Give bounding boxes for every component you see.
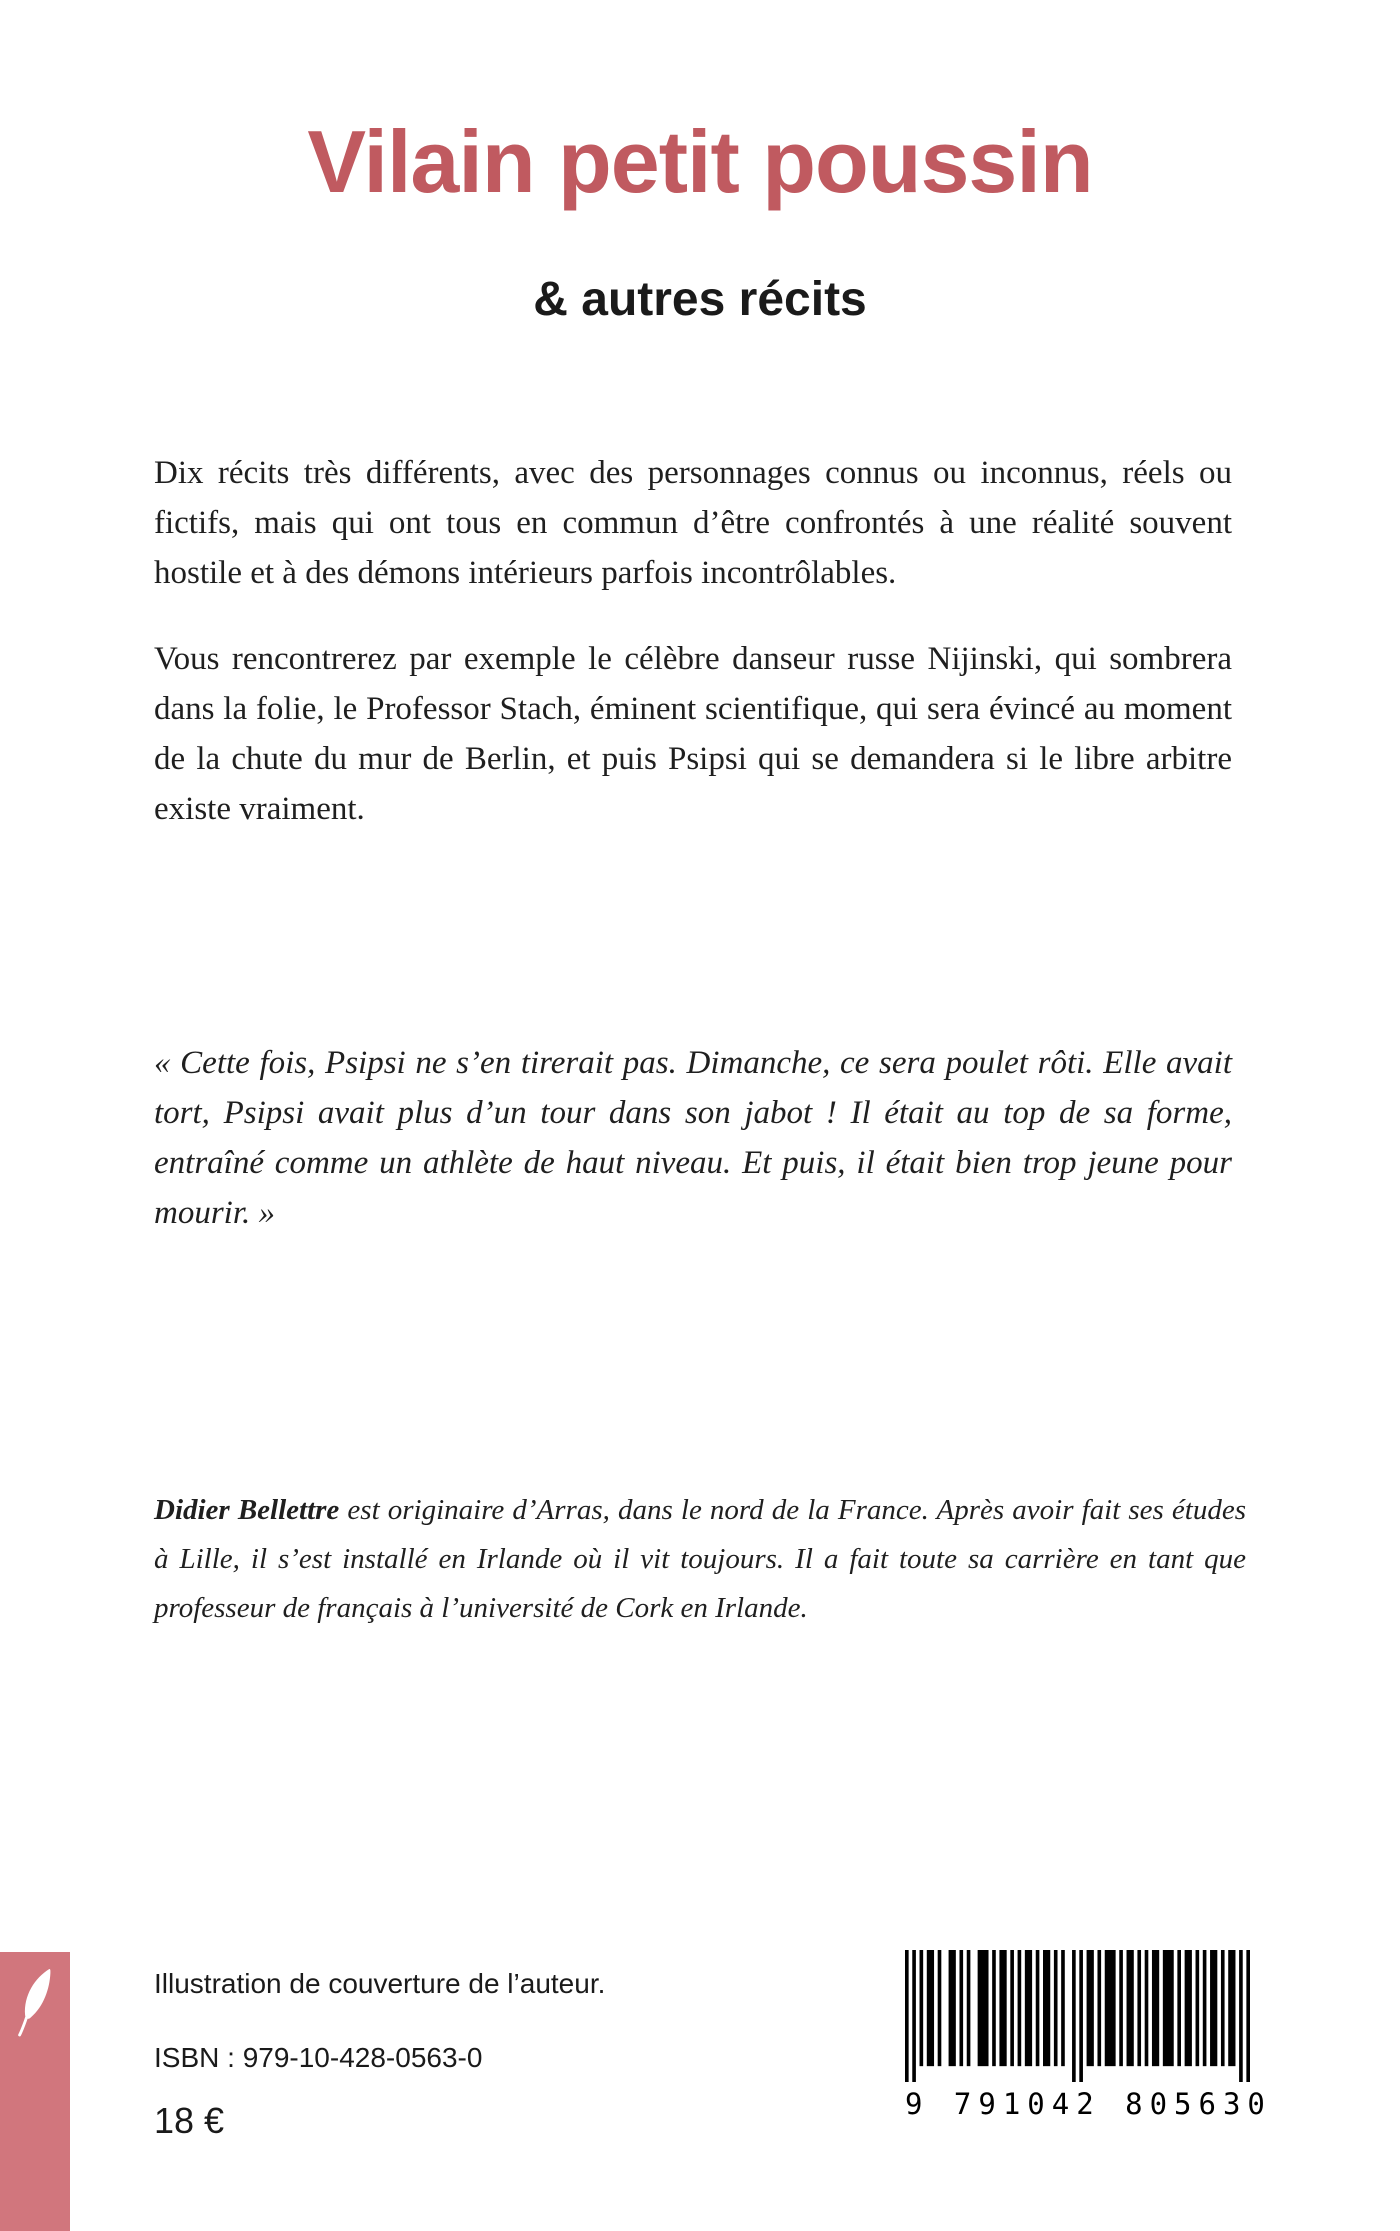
- illustration-credit: Illustration de couverture de l’auteur.: [154, 1968, 606, 1999]
- author-bio: [154, 1486, 1246, 1633]
- isbn-line: ISBN : 979-10-428-0563-0: [154, 2042, 483, 2073]
- barcode: [905, 1950, 1272, 2130]
- author-name: Didier Bellettre: [154, 1494, 340, 1526]
- publisher-stripe: [0, 1952, 70, 2231]
- book-subtitle: & autres récits: [533, 273, 867, 326]
- synopsis: [154, 448, 1232, 870]
- author-bio-text: est originaire d’Arras, dans le nord de la France. Après avoir fait ses études à Lille, il s’est installé en Irlande où il vit toujours. Il a fait toute sa carrière en tant que professeur de français à l’université de Cork en Irlande.: [154, 1494, 1247, 1624]
- synopsis-paragraph: Vous rencontrerez par exemple le célèbre danseur russe Nijinski, qui sombrera dans la folie, le Professor Stach, éminent scientifique, qui sera évincé au moment de la chute du mur de Berlin, et puis Psipsi qui se demandera si le libre arbitre existe vraiment.: [154, 641, 1232, 827]
- book-title: Vilain petit poussin: [307, 112, 1093, 211]
- synopsis-paragraph: Dix récits très différents, avec des personnages connus ou inconnus, réels ou fictifs, mais qui ont tous en commun d’être confrontés à une réalité souvent hostile et à des démons intérieurs parfois incontrôlables.: [154, 455, 1232, 591]
- barcode-number: 9 791042 805630: [905, 2087, 1272, 2121]
- barcode-bars-icon: [905, 1950, 1250, 2082]
- excerpt-quote: « Cette fois, Psipsi ne s’en tirerait pas. Dimanche, ce sera poulet rôti. Elle avait tort, Psipsi avait plus d’un tour dans son jabot ! Il était au top de sa forme, entraîné comme un athlète de haut niveau. Et puis, il était bien trop jeune pour mourir. »: [154, 1045, 1232, 1231]
- price: 18 €: [154, 2100, 225, 2141]
- feather-icon: [13, 1966, 57, 2038]
